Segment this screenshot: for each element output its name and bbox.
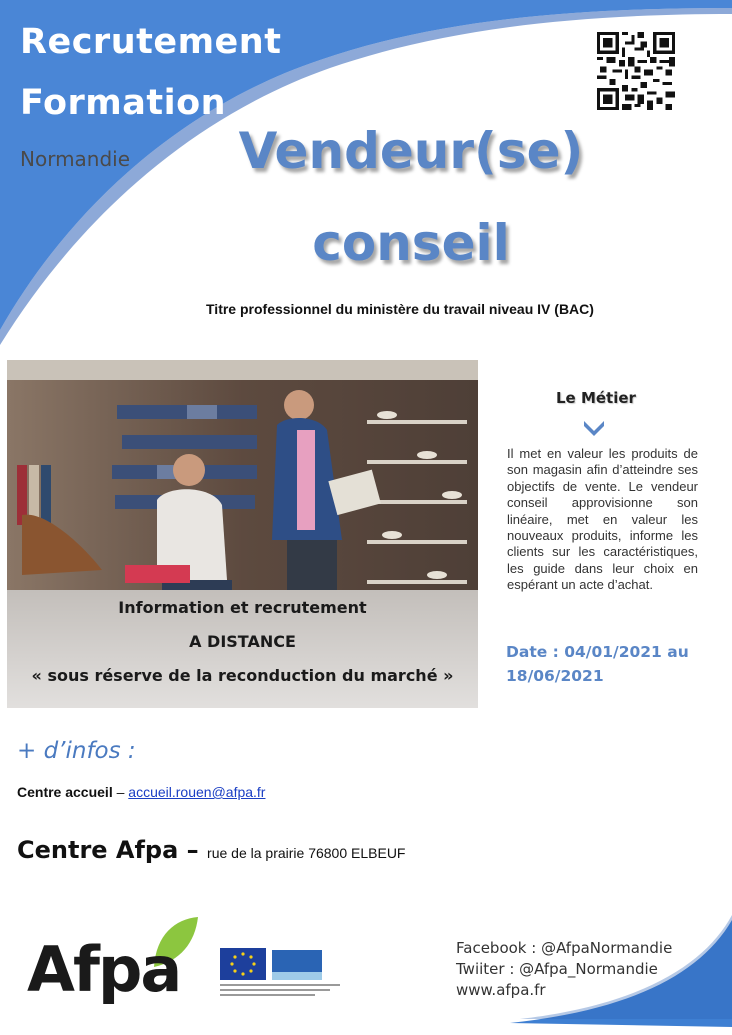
centre-afpa-address: rue de la prairie 76800 ELBEUF (207, 845, 406, 861)
infos-heading: + d’infos : (17, 738, 136, 764)
centre-afpa-label: Centre Afpa – (17, 836, 199, 864)
store-photo (7, 360, 478, 708)
qr-code-icon (597, 32, 675, 110)
metier-description: Il met en valeur les produits de son magasin afin d’atteindre ses objectifs de vente. Le vendeur conseil approvisionne son linéaire, met en valeur les nouveaux produits, informe les clients sur les caractéristiques, les guide dans leur choix en espérant un acte d’achat. (507, 446, 698, 593)
centre-afpa-line (17, 836, 405, 864)
overlay-line2: A DISTANCE (189, 632, 296, 651)
centre-accueil-label: Centre accueil (17, 784, 113, 800)
subtitle: Titre professionnel du ministère du travail niveau IV (BAC) (206, 301, 594, 317)
main-title-line1: Vendeur(se) (238, 122, 584, 180)
header-formation: Formation (20, 83, 227, 123)
header-recrutement: Recrutement (20, 22, 282, 62)
dates-line1: Date : 04/01/2021 au (506, 643, 689, 661)
centre-accueil-line (17, 784, 265, 800)
overlay-line1: Information et recrutement (118, 598, 367, 617)
afpa-logo: Afpa (27, 933, 181, 1006)
email-link[interactable]: accueil.rouen@afpa.fr (128, 784, 266, 800)
header-region: Normandie (20, 147, 131, 171)
metier-title: Le Métier (556, 389, 636, 407)
twitter-handle[interactable]: Twiiter : @Afpa_Normandie (456, 960, 658, 978)
website-link[interactable]: www.afpa.fr (456, 981, 546, 999)
overlay-line3: « sous réserve de la reconduction du marché » (31, 666, 454, 685)
chevron-down-icon (582, 417, 606, 437)
dates-line2: 18/06/2021 (506, 667, 604, 685)
separator: – (116, 784, 125, 800)
social-links (456, 938, 672, 1001)
facebook-handle[interactable]: Facebook : @AfpaNormandie (456, 939, 673, 957)
main-title-line2: conseil (312, 214, 510, 272)
eu-funding-logo (220, 948, 350, 1003)
